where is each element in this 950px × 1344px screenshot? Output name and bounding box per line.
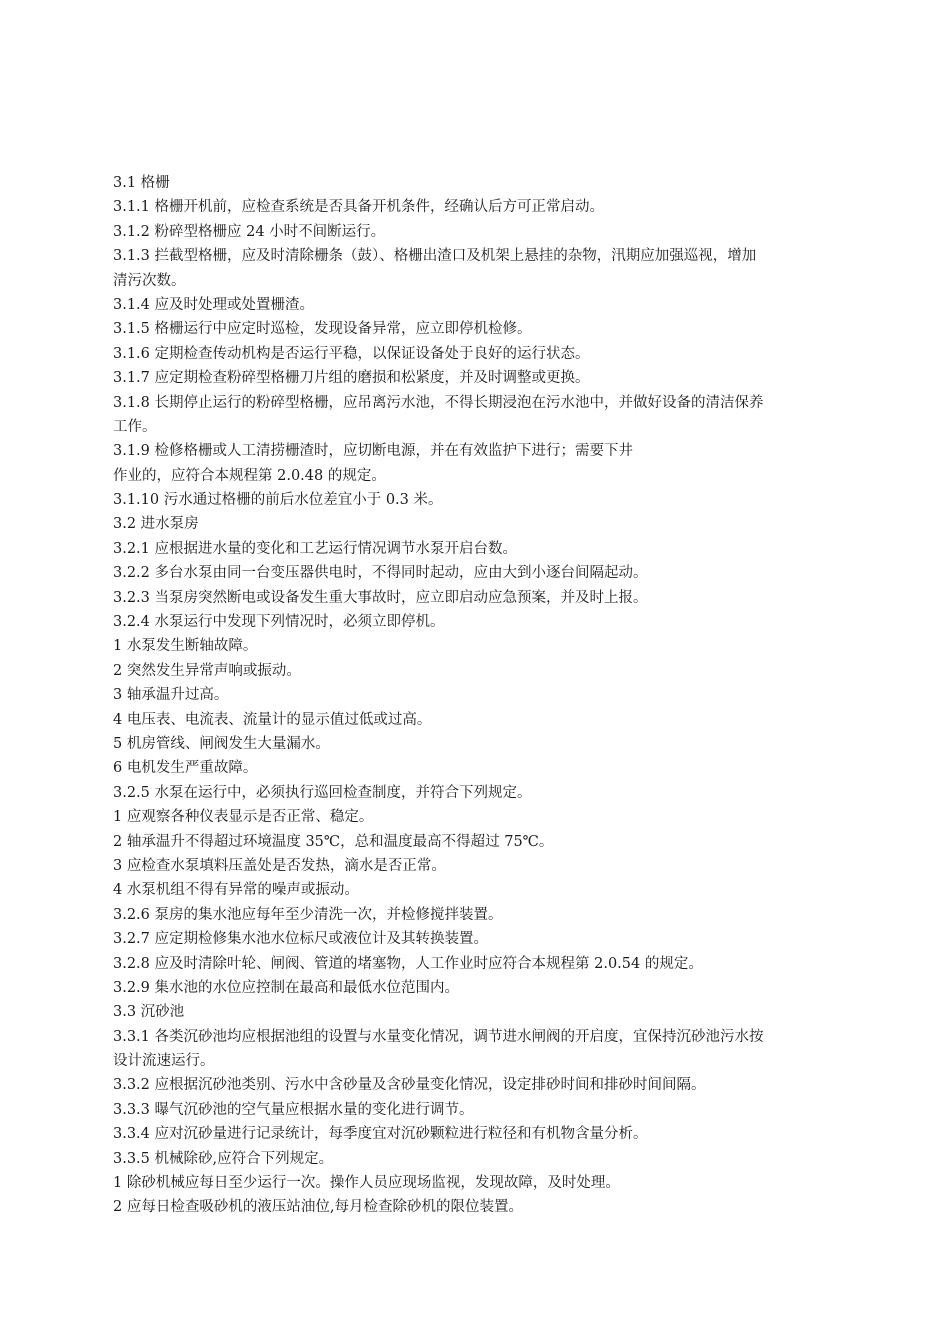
paragraph-line: 工作。: [113, 418, 157, 435]
paragraph-line: 3.2.4 水泵运行中发现下列情况时，必须立即停机。: [113, 614, 445, 631]
list-item: 1 除砂机械应每日至少运行一次。操作人员应现场监视，发现故障，及时处理。: [113, 1175, 620, 1192]
paragraph-line: 作业的，应符合本规程第 2.0.48 的规定。: [113, 467, 386, 484]
section-heading: 3.2 进水泵房: [113, 516, 199, 533]
paragraph-line: 3.3.5 机械除砂,应符合下列规定。: [113, 1150, 334, 1167]
paragraph-line: 3.2.5 水泵在运行中，必须执行巡回检查制度，并符合下列规定。: [113, 784, 532, 801]
paragraph-line: 3.3.3 曝气沉砂池的空气量应根据水量的变化进行调节。: [113, 1101, 474, 1118]
paragraph-line: 清污次数。: [113, 272, 186, 289]
list-item: 2 轴承温升不得超过环境温度 35℃，总和温度最高不得超过 75℃。: [113, 833, 554, 850]
paragraph-line: 3.2.3 当泵房突然断电或设备发生重大事故时，应立即启动应急预案，并及时上报。: [113, 589, 648, 606]
paragraph-line: 3.2.6 泵房的集水池应每年至少清洗一次，并检修搅拌装置。: [113, 906, 503, 923]
list-item: 2 突然发生异常声响或振动。: [113, 662, 301, 679]
list-item: 4 电压表、电流表、流量计的显示值过低或过高。: [113, 711, 432, 728]
list-item: 6 电机发生严重故障。: [113, 760, 258, 777]
paragraph-line: 3.2.8 应及时清除叶轮、闸阀、管道的堵塞物，人工作业时应符合本规程第 2.0.54 的规定。: [113, 955, 703, 972]
paragraph-line: 3.2.9 集水池的水位应控制在最高和最低水位范围内。: [113, 979, 460, 996]
list-item: 1 水泵发生断轴故障。: [113, 638, 258, 655]
document-body: [113, 171, 863, 1220]
paragraph-line: 3.3.2 应根据沉砂池类别、污水中含砂量及含砂量变化情况，设定排砂时间和排砂时间间隔。: [113, 1077, 706, 1094]
list-item: 2 应每日检查吸砂机的液压站油位,每月检查除砂机的限位装置。: [113, 1199, 523, 1216]
paragraph-line: 3.2.7 应定期检修集水池水位标尺或液位计及其转换装置。: [113, 931, 489, 948]
paragraph-line: 3.1.9 检修格栅或人工清捞栅渣时，应切断电源，并在有效监护下进行；需要下井: [113, 443, 634, 460]
paragraph-line: 3.1.2 粉碎型格栅应 24 小时不间断运行。: [113, 223, 386, 240]
paragraph-line: 3.1.10 污水通过格栅的前后水位差宜小于 0.3 米。: [113, 492, 443, 509]
section-heading: 3.1 格栅: [113, 175, 170, 191]
list-item: 1 应观察各种仪表显示是否正常、稳定。: [113, 809, 374, 826]
paragraph-line: 3.1.5 格栅运行中应定时巡检，发现设备异常，应立即停机检修。: [113, 321, 532, 338]
paragraph-line: 设计流速运行。: [113, 1053, 215, 1070]
paragraph-line: 3.1.1 格栅开机前，应检查系统是否具备开机条件，经确认后方可正常启动。: [113, 199, 605, 216]
paragraph-line: 3.1.4 应及时处理或处置栅渣。: [113, 296, 315, 313]
list-item: 3 应检查水泵填料压盖处是否发热，滴水是否正常。: [113, 857, 446, 874]
paragraph-line: 3.3.4 应对沉砂量进行记录统计，每季度宜对沉砂颗粒进行粒径和有机物含量分析。: [113, 1126, 648, 1143]
paragraph-line: 3.2.2 多台水泵由同一台变压器供电时，不得同时起动，应由大到小逐台间隔起动。: [113, 565, 648, 582]
section-heading: 3.3 沉砂池: [113, 1004, 185, 1021]
paragraph-line: 3.3.1 各类沉砂池均应根据池组的设置与水量变化情况，调节进水闸阀的开启度，宜保持沉砂池污水按: [113, 1028, 764, 1045]
list-item: 3 轴承温升过高。: [113, 687, 229, 704]
list-item: 4 水泵机组不得有异常的噪声或振动。: [113, 882, 359, 899]
list-item: 5 机房管线、闸阀发生大量漏水。: [113, 735, 330, 752]
paragraph-line: 3.1.6 定期检查传动机构是否运行平稳，以保证设备处于良好的运行状态。: [113, 345, 590, 362]
paragraph-line: 3.1.7 应定期检查粉碎型格栅刀片组的磨损和松紧度，并及时调整或更换。: [113, 370, 590, 387]
paragraph-line: 3.1.8 长期停止运行的粉碎型格栅，应吊离污水池，不得长期浸泡在污水池中，并做好设备的清洁保养: [113, 394, 764, 411]
paragraph-line: 3.1.3 拦截型格栅，应及时清除栅条（鼓）、格栅出渣口及机架上悬挂的杂物，汛期应加强巡视，增加: [113, 248, 757, 265]
paragraph-line: 3.2.1 应根据进水量的变化和工艺运行情况调节水泵开启台数。: [113, 540, 518, 557]
